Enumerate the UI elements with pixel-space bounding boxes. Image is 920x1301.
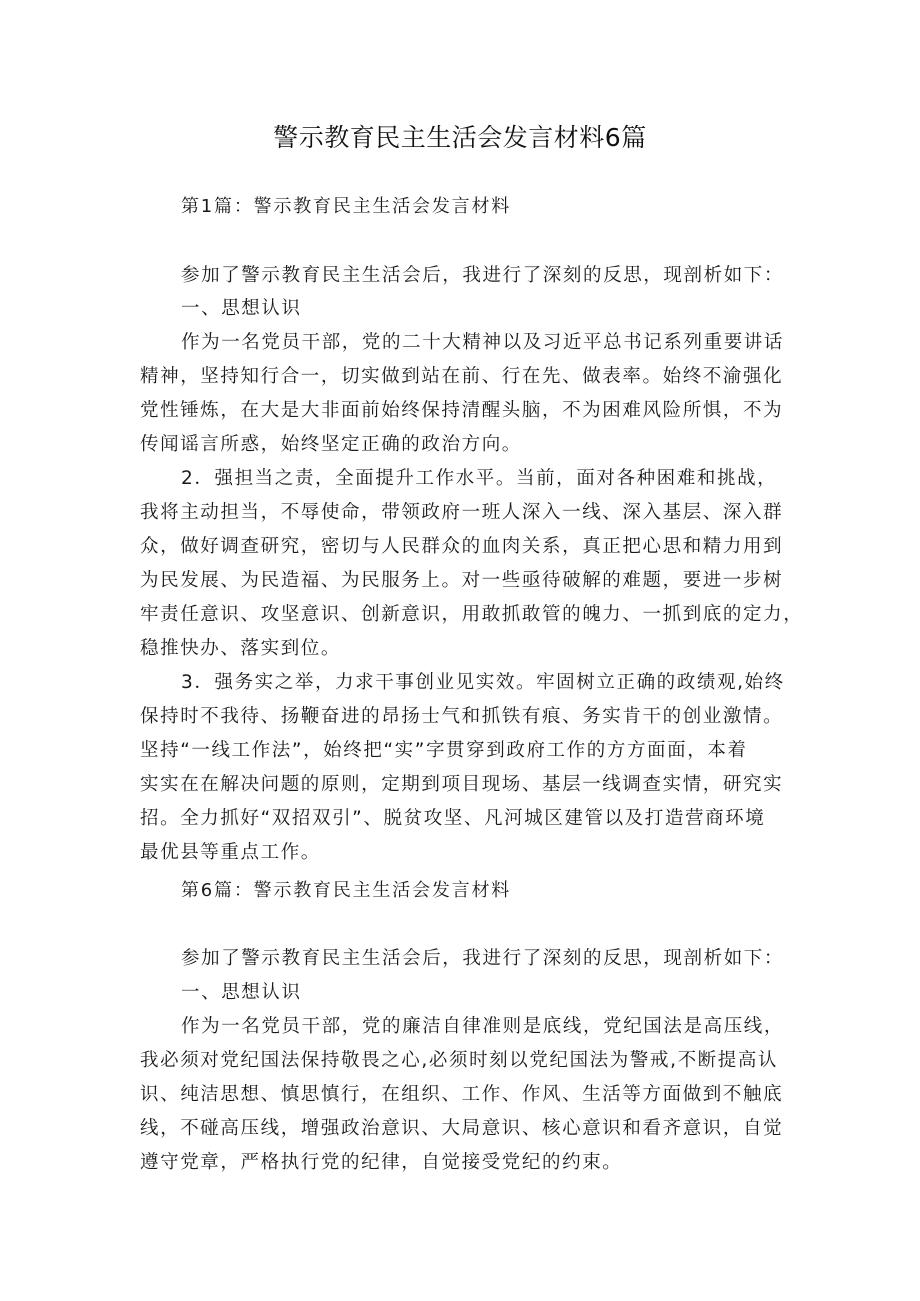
paragraph-line: 党性锤炼，在大是大非面前始终保持清醒头脑，不为困难风险所惧，不为 xyxy=(140,400,784,421)
paragraph-line: 3．强务实之举，力求干事创业见实效。牢固树立正确的政绩观,始终 xyxy=(181,672,785,693)
paragraph-line: 作为一名党员干部，党的二十大精神以及习近平总书记系列重要讲话 xyxy=(181,332,785,353)
paragraph-line: 为民发展、为民造福、为民服务上。对一些亟待破解的难题，要进一步树 xyxy=(140,570,784,591)
paragraph-line: 识、纯洁思想、慎思慎行，在组织、工作、作风、生活等方面做到不触底 xyxy=(140,1084,784,1105)
paragraph-line: 坚持“一线工作法”，始终把“实”字贯穿到政府工作的方方面面，本着 xyxy=(140,740,748,761)
paragraph-line: 稳推快办、落实到位。 xyxy=(140,638,342,659)
part1-heading: 第1篇：警示教育民主生活会发言材料 xyxy=(181,196,512,217)
paragraph-line: 线，不碰高压线，增强政治意识、大局意识、核心意识和看齐意识，自觉 xyxy=(140,1118,784,1139)
part1-intro: 参加了警示教育民主生活会后，我进行了深刻的反思，现剖析如下： xyxy=(181,265,785,286)
paragraph-line: 实实在在解决问题的原则，定期到项目现场、基层一线调查实情，研究实 xyxy=(140,774,784,795)
part1-subheading: 一、思想认识 xyxy=(181,298,302,319)
part6-heading: 第6篇：警示教育民主生活会发言材料 xyxy=(181,880,512,901)
part6-intro: 参加了警示教育民主生活会后，我进行了深刻的反思，现剖析如下： xyxy=(181,948,785,969)
document-title: 警示教育民主生活会发言材料6篇 xyxy=(273,123,647,152)
paragraph-line: 我将主动担当，不辱使命，带领政府一班人深入一线、深入基层、深入群 xyxy=(140,502,784,523)
paragraph-line: 2．强担当之责，全面提升工作水平。当前，面对各种困难和挑战， xyxy=(181,468,778,489)
paragraph-line: 保持时不我待、扬鞭奋进的昂扬士气和抓铁有痕、务实肯干的创业激情。 xyxy=(140,706,784,727)
paragraph-line: 最优县等重点工作。 xyxy=(140,842,321,863)
paragraph-line: 牢责任意识、攻坚意识、创新意识，用敢抓敢管的魄力、一抓到底的定力， xyxy=(140,604,804,625)
paragraph-line: 作为一名党员干部，党的廉洁自律准则是底线，党纪国法是高压线， xyxy=(181,1016,785,1037)
paragraph-line: 招。全力抓好“双招双引”、脱贫攻坚、凡河城区建管以及打造营商环境 xyxy=(140,808,766,829)
paragraph-line: 遵守党章，严格执行党的纪律，自觉接受党纪的约束。 xyxy=(140,1152,623,1173)
paragraph-line: 精神，坚持知行合一，切实做到站在前、行在先、做表率。始终不渝强化 xyxy=(140,366,784,387)
part6-subheading: 一、思想认识 xyxy=(181,982,302,1003)
paragraph-line: 传闻谣言所惑，始终坚定正确的政治方向。 xyxy=(140,434,522,455)
paragraph-line: 我必须对党纪国法保持敬畏之心,必须时刻以党纪国法为警戒,不断提高认 xyxy=(140,1050,779,1071)
paragraph-line: 众，做好调查研究，密切与人民群众的血肉关系，真正把心思和精力用到 xyxy=(140,536,784,557)
